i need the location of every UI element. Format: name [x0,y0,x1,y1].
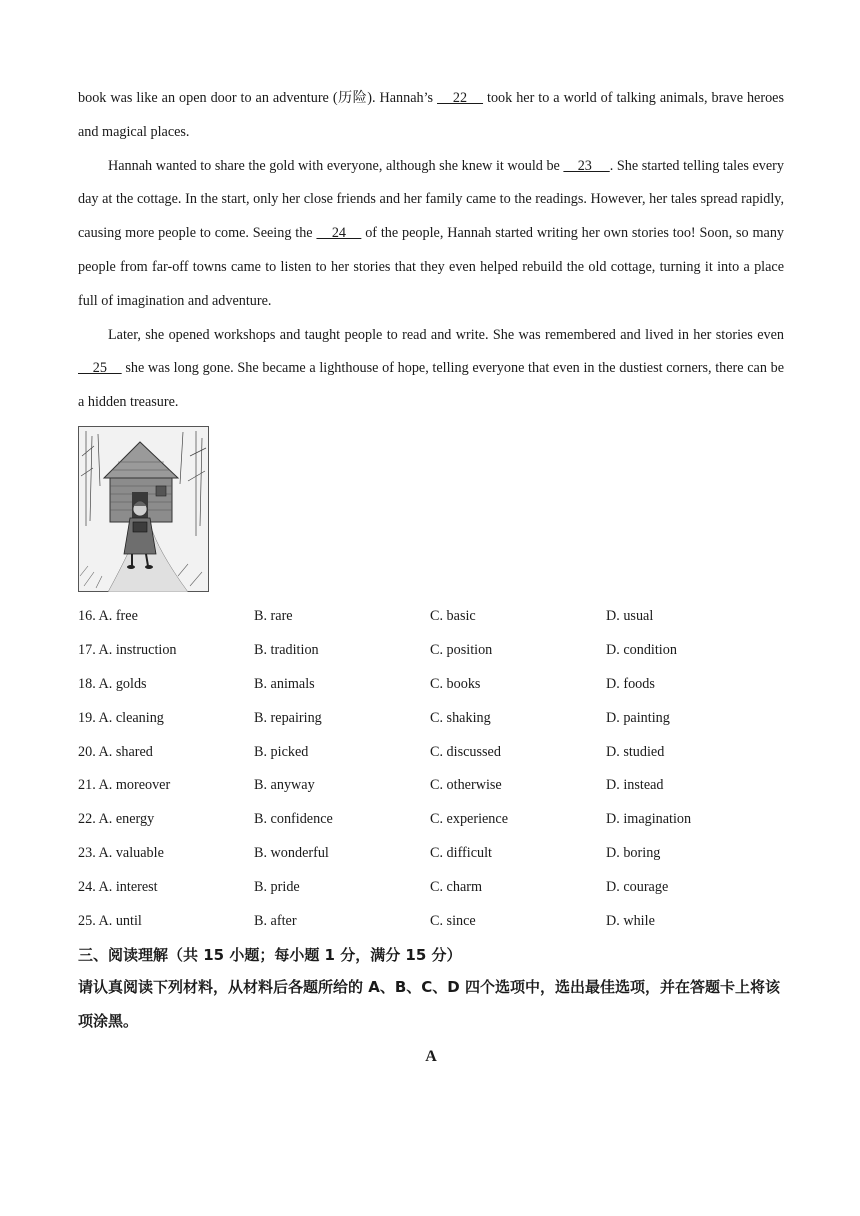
option-b: B. tradition [254,642,319,659]
option-c: C. position [430,642,493,659]
text-run: . She started telling tales every day at the cottage. In the start, only her close friends and her family came to the readings. However, her tales spread rapidly, causing more people to come. Seeing the [78,157,784,242]
text-run: Hannah wanted to share the gold with everyone, although she knew it would be [108,157,564,174]
option-b: B. animals [254,675,315,692]
option-b: B. confidence [254,811,333,828]
text-run: Later, she opened workshops and taught people to read and write. She was remembered and lived in her stories even [108,326,784,343]
section-title: 三、阅读理解（共 15 小题；每小题 1 分，满分 15 分） [78,945,462,964]
option-d: D. courage [606,878,669,895]
option-a: 17. A. instruction [78,642,177,659]
blank-25: 25 [78,360,122,377]
option-d: D. painting [606,709,670,726]
part-label: A [425,1047,437,1065]
option-a: 25. A. until [78,912,142,929]
option-d: D. instead [606,777,664,794]
option-c: C. basic [430,608,476,625]
option-row-21 [78,769,784,803]
option-d: D. studied [606,743,665,760]
blank-24: 24 [316,225,362,242]
option-b: B. after [254,912,297,929]
option-c: C. charm [430,878,483,895]
text-run: she was long gone. She became a lighthouse of hope, telling everyone that even in the dustiest corners, there can be a hidden treasure. [78,360,785,411]
blank-23: 23 [563,157,610,174]
option-d: D. condition [606,642,677,659]
passage-paragraph-3 [78,319,784,420]
option-d: D. boring [606,844,661,861]
option-b: B. rare [254,608,293,625]
option-row-16 [78,600,784,634]
blank-22: 22 [437,90,484,106]
text-run: book was like an open door to an adventure (历险). Hannah’s [78,90,438,106]
option-d: D. usual [606,608,654,625]
option-d: D. while [606,912,655,929]
options-table [78,600,784,938]
option-b: B. anyway [254,777,315,794]
option-row-20 [78,735,784,769]
girl-with-book-illustration [78,426,209,592]
option-a: 22. A. energy [78,811,155,828]
option-d: D. imagination [606,811,692,828]
option-a: 21. A. moreover [78,777,171,794]
option-c: C. shaking [430,709,491,726]
option-a: 20. A. shared [78,743,153,760]
option-row-22 [78,803,784,837]
passage-paragraph-1 [78,82,784,150]
text-run: took her to a world of talking animals, brave heroes and magical places. [78,90,784,140]
option-c: C. discussed [430,743,501,760]
option-b: B. pride [254,878,300,895]
option-a: 19. A. cleaning [78,709,164,726]
text-run: of the people, Hannah started writing her own stories too! Soon, so many people from far-off towns came to listen to her stories that they even helped rebuild the old cottage, turning it into a place full of imagination and adventure. [78,225,785,309]
option-row-19 [78,701,784,735]
option-a: 16. A. free [78,608,138,625]
option-a: 24. A. interest [78,878,158,895]
option-c: C. otherwise [430,777,502,794]
option-row-24 [78,870,784,904]
passage-paragraph-2 [78,150,784,319]
option-b: B. picked [254,743,309,760]
option-b: B. repairing [254,709,322,726]
option-a: 23. A. valuable [78,844,164,861]
option-c: C. experience [430,811,508,828]
option-c: C. books [430,675,481,692]
option-a: 18. A. golds [78,675,147,692]
option-c: C. since [430,912,476,929]
option-row-17 [78,634,784,668]
option-row-18 [78,668,784,702]
option-row-25 [78,904,784,938]
worksheet-page [78,82,784,1066]
option-row-23 [78,837,784,871]
section-instruction: 请认真阅读下列材料，从材料后各题所给的 A、B、C、D 四个选项中，选出最佳选项，并在答题卡上将该项涂黑。 [78,977,780,1030]
option-d: D. foods [606,675,655,692]
option-c: C. difficult [430,844,493,861]
option-b: B. wonderful [254,844,329,861]
